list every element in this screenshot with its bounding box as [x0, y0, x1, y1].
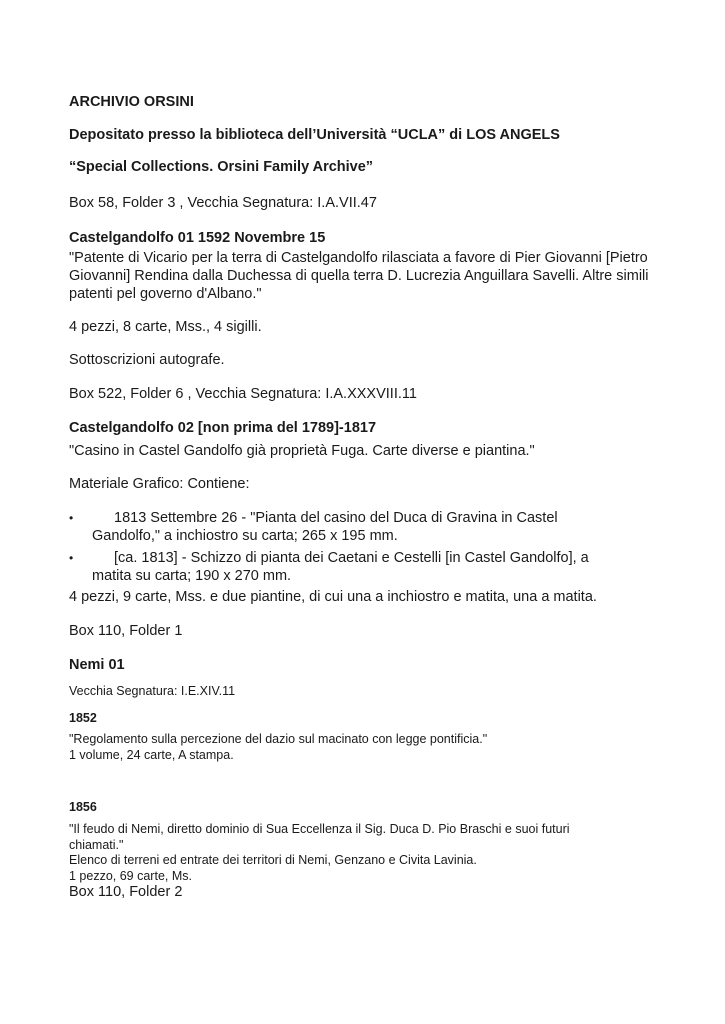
entry3-item-line: chiamati." [69, 837, 124, 852]
entry3-item-line: 1 pezzo, 69 carte, Ms. [69, 868, 192, 883]
entry1-description-line: Giovanni] Rendina dalla Duchessa di quella terra D. Lucrezia Anguillara Savelli. Altre simili [69, 268, 649, 284]
entry1-description-line: patenti pel governo d'Albano." [69, 286, 262, 302]
deposit-statement: Depositato presso la biblioteca dell’Università “UCLA” di LOS ANGELS [69, 127, 560, 143]
entry3-item-line: Elenco di terreni ed entrate dei territori di Nemi, Genzano e Civita Lavinia. [69, 853, 477, 867]
entry1-description [69, 249, 669, 303]
entry2-description: "Casino in Castel Gandolfo già proprietà Fuga. Carte diverse e piantina." [69, 443, 535, 459]
list-item-text [92, 509, 652, 545]
list-item-line: Gandolfo," a inchiostro su carta; 265 x 195 mm. [92, 528, 398, 544]
entry1-location: Box 58, Folder 3 , Vecchia Segnatura: I.A.VII.47 [69, 195, 377, 211]
archive-title: ARCHIVIO ORSINI [69, 94, 194, 110]
entry3-item-line: "Il feudo di Nemi, diretto dominio di Sua Eccellenza il Sig. Duca D. Pio Braschi e suoi futuri [69, 822, 570, 836]
entry3-heading: Nemi 01 [69, 657, 125, 673]
entry2-location: Box 522, Folder 6 , Vecchia Segnatura: I.A.XXXVIII.11 [69, 386, 417, 402]
entry1-heading: Castelgandolfo 01 1592 Novembre 15 [69, 230, 326, 246]
entry3-item-line: 1 volume, 24 carte, A stampa. [69, 747, 234, 762]
entry1-description-line: "Patente di Vicario per la terra di Castelgandolfo rilasciata a favore di Pier Giovanni [Pietro [69, 250, 648, 266]
entry2-heading: Castelgandolfo 02 [non prima del 1789]-1817 [69, 420, 377, 436]
entry3-item-description [69, 732, 669, 763]
entry3-location: Box 110, Folder 1 [69, 623, 183, 639]
entry3-next-location: Box 110, Folder 2 [69, 884, 183, 900]
bullet-icon: • [69, 551, 74, 565]
bullet-icon: • [69, 511, 74, 525]
entry3-item-description [69, 822, 669, 884]
entry2-physical-description: 4 pezzi, 9 carte, Mss. e due piantine, di cui una a inchiostro e matita, una a matita. [69, 589, 597, 605]
entry3-old-signature: Vecchia Segnatura: I.E.XIV.11 [69, 684, 236, 698]
entry3-item-year: 1852 [69, 711, 97, 725]
entry3-item-line: "Regolamento sulla percezione del dazio sul macinato con legge pontificia." [69, 732, 488, 746]
list-item-text [92, 549, 652, 585]
entry3-item-year: 1856 [69, 800, 97, 814]
list-item-line: [ca. 1813] - Schizzo di pianta dei Caetani e Cestelli [in Castel Gandolfo], a [114, 550, 589, 566]
entry1-note: Sottoscrizioni autografe. [69, 352, 225, 368]
entry1-physical-description: 4 pezzi, 8 carte, Mss., 4 sigilli. [69, 319, 262, 335]
list-item-line: 1813 Settembre 26 - "Pianta del casino del Duca di Gravina in Castel [114, 510, 558, 526]
list-item-line: matita su carta; 190 x 270 mm. [92, 568, 292, 584]
collection-name: “Special Collections. Orsini Family Archive” [69, 159, 374, 175]
entry2-graphic-label: Materiale Grafico: Contiene: [69, 476, 250, 492]
